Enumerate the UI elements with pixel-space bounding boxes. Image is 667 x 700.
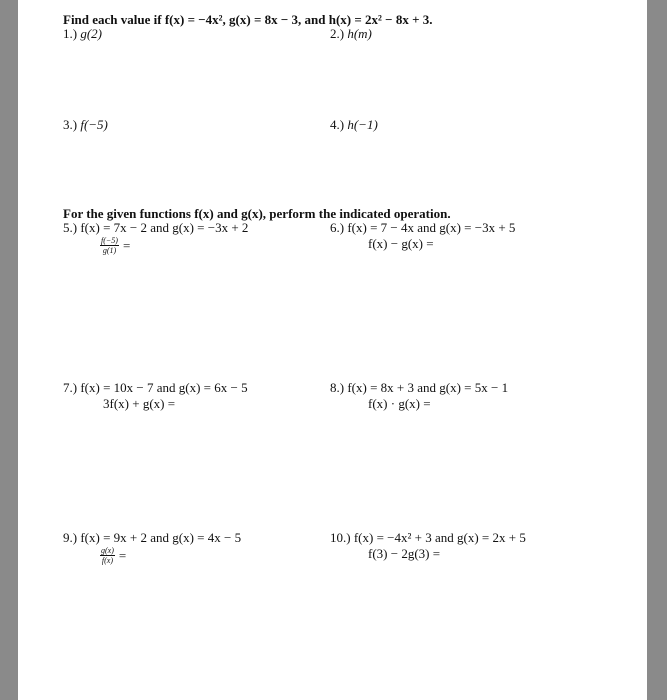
problem-5-fraction (100, 236, 130, 255)
problem-5-equals: = (122, 237, 131, 253)
problem-7-given: f(x) = 10x − 7 and g(x) = 6x − 5 (80, 380, 248, 395)
problem-3 (63, 117, 108, 133)
problem-6-label: 6.) (330, 220, 345, 235)
problem-4-expr: h(−1) (347, 117, 378, 132)
problem-5 (63, 220, 248, 236)
problem-6-given: f(x) = 7 − 4x and g(x) = −3x + 5 (347, 220, 516, 235)
problem-2-label: 2.) (330, 26, 345, 41)
problem-6 (330, 220, 515, 236)
problem-4 (330, 117, 378, 133)
problem-1 (63, 26, 102, 42)
section1-heading: Find each value if f(x) = −4x², g(x) = 8x − 3, and h(x) = 2x² − 8x + 3. (63, 12, 433, 27)
problem-5-label: 5.) (63, 220, 78, 235)
problem-10 (330, 530, 526, 546)
problem-9-equals: = (118, 547, 127, 563)
problem-3-expr: f(−5) (80, 117, 108, 132)
problem-8-given: f(x) = 8x + 3 and g(x) = 5x − 1 (347, 380, 509, 395)
problem-9 (63, 530, 241, 546)
problem-5-denominator: g(1) (102, 246, 117, 255)
problem-9-numerator: g(x) (101, 546, 114, 555)
problem-8-operation: f(x) · g(x) = (368, 396, 431, 411)
problem-10-given: f(x) = −4x² + 3 and g(x) = 2x + 5 (353, 530, 526, 545)
problem-5-numerator: f(−5) (101, 236, 118, 245)
section2-heading: For the given functions f(x) and g(x), perform the indicated operation. (63, 206, 451, 221)
problem-7 (63, 380, 248, 396)
problem-9-denominator: f(x) (101, 556, 113, 565)
problem-2 (330, 26, 372, 42)
problem-9-given: f(x) = 9x + 2 and g(x) = 4x − 5 (80, 530, 242, 545)
problem-8-label: 8.) (330, 380, 345, 395)
worksheet-page (18, 0, 647, 700)
problem-10-operation: f(3) − 2g(3) = (368, 546, 441, 561)
problem-4-label: 4.) (330, 117, 345, 132)
problem-9-label: 9.) (63, 530, 78, 545)
problem-7-label: 7.) (63, 380, 78, 395)
problem-2-expr: h(m) (347, 26, 372, 41)
problem-7-operation: 3f(x) + g(x) = (103, 396, 176, 411)
problem-3-label: 3.) (63, 117, 78, 132)
problem-1-label: 1.) (63, 26, 78, 41)
problem-6-operation: f(x) − g(x) = (368, 236, 434, 251)
problem-9-fraction (100, 546, 126, 565)
problem-10-label: 10.) (330, 530, 351, 545)
problem-5-given: f(x) = 7x − 2 and g(x) = −3x + 2 (80, 220, 249, 235)
problem-8 (330, 380, 508, 396)
problem-1-expr: g(2) (80, 26, 103, 41)
